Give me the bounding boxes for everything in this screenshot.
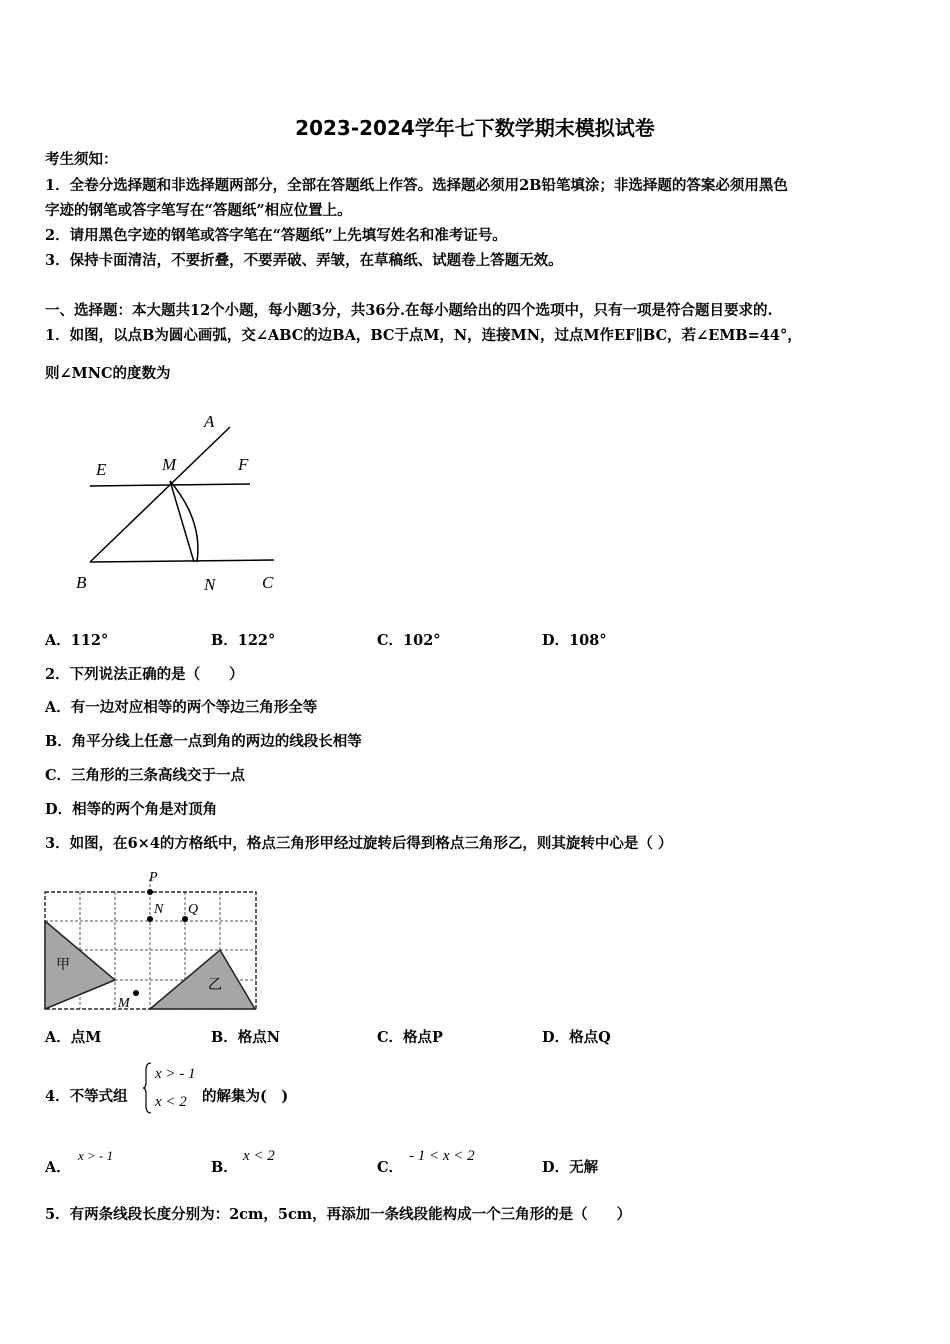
q4-option-a-math: x > - 1	[78, 1148, 114, 1163]
q4-option-b-math: x < 2	[243, 1148, 275, 1164]
label-b: B	[76, 573, 87, 592]
q2-option-a[interactable]: A．有一边对应相等的两个等边三角形全等	[45, 699, 318, 716]
section-heading: 一、选择题：本大题共12个小题，每小题3分，共36分.在每小题给出的四个选项中，只有一项是符合题目要求的.	[45, 302, 773, 319]
q3-option-c[interactable]: C．格点P	[377, 1029, 443, 1046]
label-n: N	[154, 902, 164, 917]
notice-line-1a: 1．全卷分选择题和非选择题两部分，全部在答题纸上作答。选择题必须用2B铅笔填涂；非选择题的答案必须用黑色	[45, 177, 788, 194]
q1-option-b[interactable]: B．122°	[211, 632, 276, 649]
label-f: F	[238, 455, 249, 474]
line-ef	[90, 484, 250, 486]
q4-option-a[interactable]: A．	[45, 1159, 71, 1176]
q4-option-b[interactable]: B．	[211, 1159, 238, 1176]
q3-option-d[interactable]: D．格点Q	[542, 1029, 611, 1046]
page-title: 2023-2024学年七下数学期末模拟试卷	[295, 116, 655, 140]
q2-stem: 2．下列说法正确的是（ ）	[45, 666, 244, 683]
label-c: C	[262, 573, 274, 592]
line-ba	[90, 427, 230, 562]
label-jia: 甲	[56, 958, 70, 973]
q3-option-a[interactable]: A．点M	[45, 1029, 102, 1046]
q1-option-d[interactable]: D．108°	[542, 632, 607, 649]
q2-option-d[interactable]: D．相等的两个角是对顶角	[45, 801, 218, 818]
label-q: Q	[188, 902, 199, 917]
label-m: M	[162, 455, 177, 474]
q1-figure	[70, 410, 290, 600]
label-e: E	[96, 460, 107, 479]
q4-stem-prefix: 4．不等式组	[45, 1088, 128, 1105]
point-p	[147, 889, 153, 895]
q1-option-a[interactable]: A．112°	[45, 632, 109, 649]
label-m: M	[118, 996, 130, 1011]
point-m	[133, 990, 139, 996]
system-brace	[142, 1062, 154, 1114]
label-n: N	[204, 575, 216, 594]
label-a: A	[204, 412, 215, 431]
q4-option-c-math: - 1 < x < 2	[409, 1148, 475, 1164]
q3-stem: 3．如图，在6×4的方格纸中，格点三角形甲经过旋转后得到格点三角形乙，则其旋转中心是（ ）	[45, 835, 673, 852]
line-bc	[90, 560, 274, 562]
q2-option-b[interactable]: B．角平分线上任意一点到角的两边的线段长相等	[45, 733, 362, 750]
q1-stem-line1: 1．如图，以点B为圆心画弧，交∠ABC的边BA，BC于点M，N，连接MN，过点M作EF∥BC，若∠EMB=44°，	[45, 327, 802, 344]
notice-heading: 考生须知：	[45, 151, 118, 168]
notice-line-1b: 字迹的钢笔或答字笔写在“答题纸”相应位置上。	[45, 202, 352, 219]
q4-stem-suffix: 的解集为( )	[202, 1088, 289, 1105]
q4-system-line1: x > - 1	[155, 1066, 196, 1082]
q1-option-c[interactable]: C．102°	[377, 632, 441, 649]
q3-option-b[interactable]: B．格点N	[211, 1029, 281, 1046]
q3-grid-figure	[44, 865, 284, 1015]
q4-option-c[interactable]: C．	[377, 1159, 404, 1176]
q5-stem: 5．有两条线段长度分别为：2cm，5cm，再添加一条线段能构成一个三角形的是（ ）	[45, 1206, 632, 1223]
q2-option-c[interactable]: C．三角形的三条高线交于一点	[45, 767, 246, 784]
notice-line-2: 2．请用黑色字迹的钢笔或答字笔在“答题纸”上先填写姓名和准考证号。	[45, 227, 507, 244]
q1-stem-line2: 则∠MNC的度数为	[45, 365, 171, 382]
segment-mn	[170, 481, 194, 562]
point-n	[147, 916, 153, 922]
notice-line-3: 3．保持卡面清洁，不要折叠，不要弄破、弄皱，在草稿纸、试题卷上答题无效。	[45, 252, 563, 269]
label-yi: 乙	[208, 978, 222, 993]
q4-option-d[interactable]: D．无解	[542, 1159, 599, 1176]
q4-system-line2: x < 2	[155, 1094, 187, 1110]
label-p: P	[149, 870, 158, 885]
